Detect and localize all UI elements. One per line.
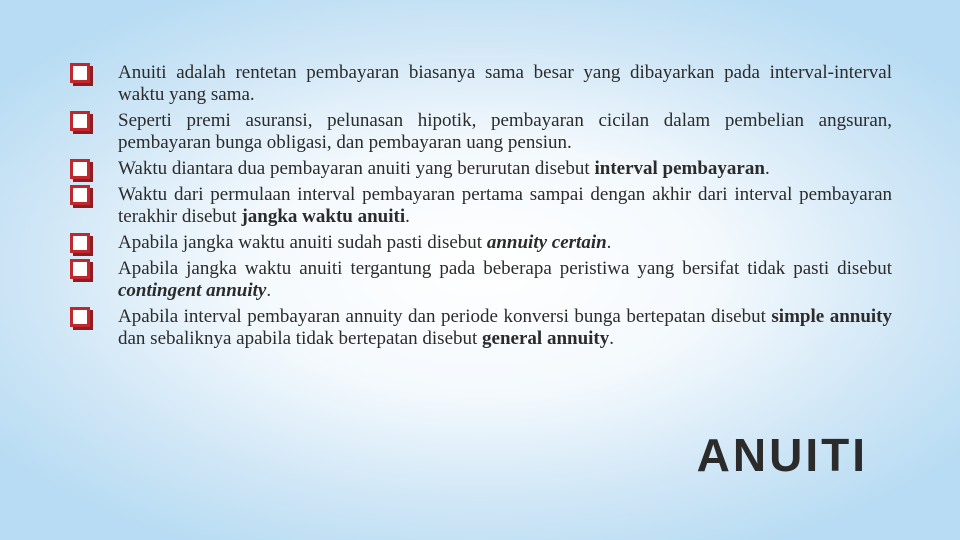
- bullet-text: [118, 306, 892, 350]
- text-run: Anuiti adalah rentetan pembayaran biasanya sama besar yang dibayarkan pada interval-interval waktu yang sama.: [118, 62, 892, 105]
- emphasized-term: general annuity: [482, 328, 610, 349]
- checkbox-square-icon: [70, 63, 90, 83]
- text-run: Waktu dari permulaan interval pembayaran pertama sampai dengan akhir dari interval pembayaran terakhir disebut: [118, 184, 892, 227]
- bullet-item: [70, 184, 892, 228]
- bullet-item: [70, 158, 892, 180]
- text-run: Apabila jangka waktu anuiti sudah pasti disebut: [118, 232, 487, 253]
- text-run: .: [405, 206, 410, 227]
- emphasized-term: jangka waktu anuiti: [241, 206, 406, 227]
- emphasized-term: annuity certain: [486, 232, 607, 253]
- text-run: .: [609, 328, 614, 349]
- bullet-text: [118, 62, 892, 106]
- bullet-item: [70, 258, 892, 302]
- checkbox-square-icon: [70, 233, 90, 253]
- slide-title: ANUITI: [696, 429, 868, 481]
- checkbox-square-icon: [70, 259, 90, 279]
- bullet-item: [70, 306, 892, 350]
- bullet-text: [118, 258, 892, 302]
- bullet-text: [118, 232, 892, 254]
- emphasized-term: simple annuity: [771, 306, 893, 327]
- emphasized-term: interval pembayaran: [594, 158, 765, 179]
- bullet-item: [70, 232, 892, 254]
- bullet-text: [118, 110, 892, 154]
- checkbox-square-icon: [70, 111, 90, 131]
- bullet-text: [118, 184, 892, 228]
- text-run: Apabila interval pembayaran annuity dan periode konversi bunga bertepatan disebut: [118, 306, 772, 327]
- checkbox-square-icon: [70, 159, 90, 179]
- text-run: .: [764, 158, 770, 179]
- bullet-item: [70, 62, 892, 106]
- text-run: .: [606, 232, 612, 253]
- text-run: Seperti premi asuransi, pelunasan hipotik, pembayaran cicilan dalam pembelian angsuran, pembayaran bunga obligasi, dan pembayaran uang pensiun.: [118, 110, 892, 153]
- text-run: Waktu diantara dua pembayaran anuiti yang berurutan disebut: [118, 158, 595, 179]
- text-run: dan sebaliknya apabila tidak bertepatan disebut: [118, 328, 483, 349]
- text-run: Apabila jangka waktu anuiti tergantung pada beberapa peristiwa yang bersifat tidak pasti disebut: [118, 258, 892, 279]
- emphasized-term: contingent annuity: [118, 280, 267, 301]
- bullet-text: [118, 158, 892, 180]
- bullet-item: [70, 110, 892, 154]
- bullet-list: [70, 62, 892, 354]
- checkbox-square-icon: [70, 307, 90, 327]
- text-run: .: [266, 280, 272, 301]
- checkbox-square-icon: [70, 185, 90, 205]
